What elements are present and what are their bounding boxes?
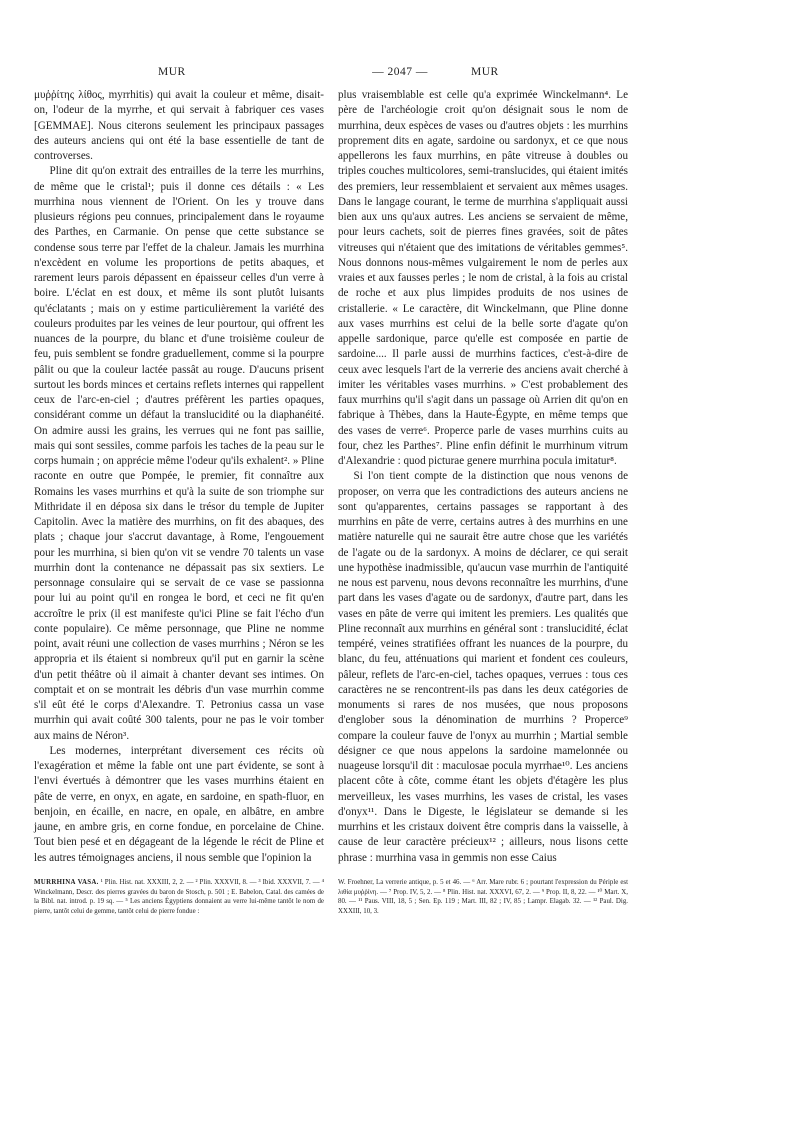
paragraph: Si l'on tient compte de la distinction que nous venons de proposer, on verra que les contradictions des auteurs anciens ne sont qu'apparentes, certains passages se rapportant à des murrhins en pâte de verre, certains autres à des murrhins en une matière naturelle qui ne saurait être autre chose que les variétés de l'agate ou de la sardonyx. A moins de déclarer, ce qui serait une hypothèse inadmissible, qu'aucun vase murrhin de l'antiquité ne nous est parvenu, nous devons reconnaître les murrhins, d'une part dans les vases d'agate ou de sardonyx, d'autre part, dans les vases en pâte de verre qui imitent les premiers. Les qualités que Pline reconnaît aux murrhins en général sont : translucidité, éclat tempéré, veines stratifiées offrant les nuances de la pourpre, du blanc, du feu, atténuations qui marient et fondent ces couleurs, pâleur, reflets de l'arc-en-ciel, taches opaques, verrues : tous ces caractères ne se rencontrent-ils pas dans les deux catégories de monuments si rares de nos musées, que nous proposons d'englober sous la dénomination de murrhins ? Properce⁹ compare la couleur fauve de l'onyx au murrhin ; Martial semble désigner ce que nous appelons la sardoine mamelonnée ou nuageuse lorsqu'il dit : maculosae pocula myrrhae¹⁰. Les anciens placent côte à côte, comme étant les objets d'étagère les plus merveilleux, les vases murrhins, les vases de cristal, les vases d'onyx¹¹. Dans le Digeste, le législateur se demande si les murrhins et les cristaux doivent être compris dans la vaisselle, à cause de leur caractère précieux¹² ; ailleurs, nous lisons cette phrase : murrhina vasa in gemmis non esse Caius: [338, 470, 628, 864]
footnotes-right: [338, 878, 628, 916]
header-right-word: MUR: [471, 66, 499, 78]
right-text-column: [338, 88, 628, 866]
footnotes-left: [34, 878, 324, 916]
paragraph: μυῤῥίτης λίθος, myrrhitis) qui avait la couleur et même, disait-on, l'odeur de la myrrhe, et qui servait à fabriquer ces vases [GEMMAE]. Nous citerons seulement les principaux passages des auteurs anciens qui ont été la base essentielle de tant de controverses.: [34, 89, 324, 162]
paragraph: plus vraisemblable est celle qu'a exprimée Winckelmann⁴. Le père de l'archéologie croit qu'on désignait sous le nom de murrhina, deux espèces de vases ou d'autres objets : les murrhins proprement dits en agate, sardoine ou sardonyx, et ce que nous appellerons les faux murrhins, en pâte vitreuse à doubles ou triples couches multicolores, semi-translucides, qui étaient imités des premiers, leur ressemblaient et servaient aux mêmes usages. Dans le langage courant, le terme de murrhina s'appliquait aussi bien aux uns qu'aux autres. Les anciens se servaient de même, pour leurs cachets, soit de pierres fines gravées, soit de pâtes vitreuses qui n'étaient que des imitations de véritables gemmes⁵. Nous donnons nous-mêmes vulgairement le nom de perles aux vraies et aux fausses perles ; le nom de cristal, à la fois au cristal de roche et aux plus limpides produits de nos usines de cristallerie. « Le caractère, dit Winckelmann, que Pline donne aux vases murrhins est celui de la belle sorte d'agate qu'on appelle sardonique, parce qu'elle est composée en partie de sardoine.... Il parle aussi de murrhins factices, c'est-à-dire de ceux avec lesquels l'art de la verrerie des anciens avait cherché à imiter les véritables vases murrhins. » C'est probablement des faux murrhins qu'il s'agit dans un passage où Arrien dit qu'on en fabrique à Thèbes, dans la Haute-Égypte, en même temps que des vases de verre⁶. Properce parle de vases murrhins cuits au four, chez les Parthes⁷. Pline enfin définit le murrhinum vitrum d'Alexandrie : quod picturae genere murrhina pocula imitatur⁸.: [338, 89, 628, 467]
paragraph: Pline dit qu'on extrait des entrailles de la terre les murrhins, de même que le cristal¹; puis il donne ces détails : « Les murrhina nous viennent de l'Orient. On les y trouve dans plusieurs régions peu connues, principalement dans le royaume des Parthes, en Carmanie. On pense que cette substance se condense sous terre par l'effet de la chaleur. Jamais les murrhina n'excèdent en volume les proportions de petits abaques, et rarement leurs parois dépassent en épaisseur celles d'un verre à boire. L'éclat en est doux, et même ils sont plutôt luisants qu'éclatants ; mais on y estime particulièrement la variété des couleurs produites par les veines de leur pourtour, qui offrent les nuances de la pourpre, du blanc et d'une troisième couleur de feu, puis semblent se fondre graduellement, comme si la pourpre pâlit ou que la couleur lactée passât au rouge. D'aucuns prisent surtout les bords minces et certains reflets internes qui rappellent ceux de l'arc-en-ciel ; d'autres préfèrent les parties opaques, considérant comme un défaut la translucidité ou la diaphanéité. On admire aussi les grains, les verrues qui ne font pas saillie, mais qui sont sessiles, comme parfois les taches de la peau sur le corps humain ; on apprécie même l'odeur qu'ils exhalent². » Pline raconte en outre que Pompée, le premier, fit connaître aux Romains les vases murrhins et qu'à la suite de son triomphe sur Mithridate il en déposa six dans le trésor du temple de Jupiter Capitolin. Avec la matière des murrhins, on fit des abaques, des plats ; chaque jour s'accrut davantage, à Rome, l'engouement pour les murrhina, si bien qu'on vit se vendre 70 talents un vase murrhin dont la contenance ne dépassait pas six sextiers. Le personnage consulaire qui se servait de ce vase se passionna pour lui au point qu'il en rongea le bord, et ceci ne fit qu'en accroître le prix (il est manifeste qu'ici Pline se fait l'écho d'un conte populaire). Ce même personnage, que Pline ne nomme point, avait réuni une collection de vases murrhins ; Néron se les appropria et ils étaient si nombreux qu'il put en garnir la scène d'un petit théâtre où il aimait à chanter devant ses intimes. On comptait et on se montrait les débris d'un vase murrhin comme s'il eût été le corps d'Alexandre. T. Petronius cassa un vase murrhin qui avait coûté 300 talents, pour ne pas le voir tomber aux mains de Néron³.: [34, 165, 324, 742]
footnote-text: W. Froehner, La verrerie antique, p. 5 et 46. — ⁶ Arr. Mare rubr. 6 ; pourtant l'expression du Périple est λιθία μυῤῥίνη. — ⁷ Prop. IV, 5, 2. — ⁸ Plin. Hist. nat. XXXVI, 67, 2. — ⁹ Prop. II, 8, 22. — ¹⁰ Mart. X, 80. — ¹¹ Paus. VIII, 18, 5 ; Sen. Ep. 119 ; Mart. III, 82 ; IV, 85 ; Lampr. Elagab. 32. — ¹² Paul. Dig. XXXIII, 10, 3.: [338, 879, 628, 915]
page-number: — 2047 —: [372, 66, 428, 78]
paragraph: Les modernes, interprétant diversement ces récits où l'exagération et même la fable ont une part évidente, se sont à l'envi évertués à démontrer que les vases murrhins étaient en pâte de verre, en onyx, en agate, en sardoine, en spath-fluor, en benjoin, en écaille, en nacre, en opale, en albâtre, en ambre jaune, en ambre gris, en corne fondue, en porcelaine de Chine. Tout bien pesé et en dégageant de la légende le récit de Pline et les autres témoignages anciens, il nous semble que l'opinion la: [34, 744, 324, 864]
footnote-lead: MURRHINA VASA.: [34, 879, 99, 886]
footnote-text: ¹ Plin. Hist. nat. XXXIII, 2, 2. — ² Plin. XXXVII, 8. — ³ Ibid. XXXVII, 7. — ⁴ Winckelmann, Descr. des pierres gravées du baron de Stosch, p. 501 ; E. Babelon, Catal. des camées de la Bibl. nat. introd. p. 19 sq. — ⁵ Les anciens Égyptiens donnaient au verre lui-même tantôt le nom de pierre, tantôt celui de gemme, tantôt celui de pierre fondue :: [34, 879, 324, 915]
running-header: [0, 66, 800, 84]
left-text-column: [34, 88, 324, 866]
footnote-block: [34, 878, 324, 916]
header-left-word: MUR: [158, 66, 186, 78]
